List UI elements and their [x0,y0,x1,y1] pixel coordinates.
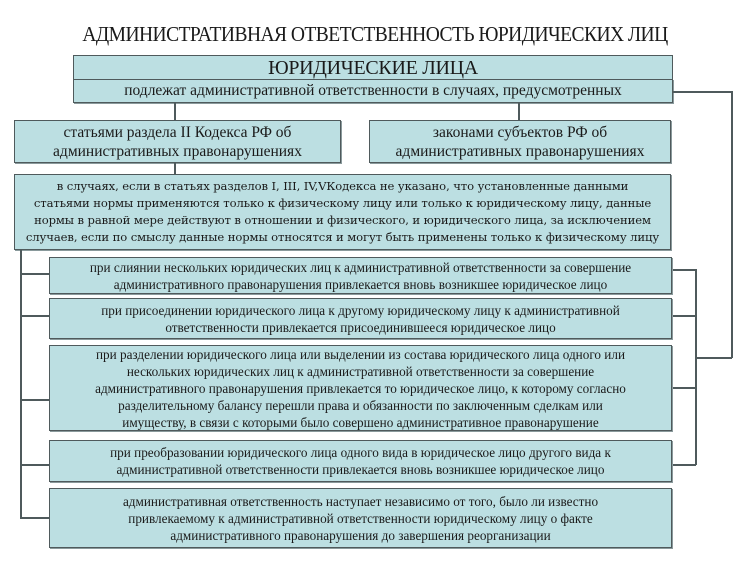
case-independence-line: административного правонарушения до завершения реорганизации [170,527,551,543]
source-regional-line1: законами субъектов РФ об [432,123,608,141]
case-transformation-line: административной ответственности привлекается вновь возникшее юридическое лицо [116,462,605,477]
diagram-title: АДМИНИСТРАТИВНАЯ ОТВЕТСТВЕННОСТЬ ЮРИДИЧЕСКИХ ЛИЦ [82,22,668,46]
connector-header-to-source-left [174,103,176,120]
source-code-line2: административных правонарушениях [53,142,302,160]
case-division-line: имуществу, в связи с которыми было совершено административное правонарушение [122,414,599,430]
connector-right-inner-trunk [695,269,697,465]
connector-header-to-source-right [518,103,520,120]
header-box-subtitle [73,79,673,103]
connector-left-stub-4 [20,464,49,466]
case-box-division [49,345,672,431]
connector-right-stub-2 [672,315,696,317]
case-box-transformation [49,440,672,482]
case-box-merger [49,257,672,294]
case-merger-line: административного правонарушения привлекается вновь возникшее юридическое лицо [113,276,608,292]
connector-right-outer-top [673,91,732,93]
case-box-liability-independence [49,488,672,548]
general-rule-box [14,174,671,250]
case-independence-line: привлекаемому к административной ответственности юридическому лицу о факте [128,510,593,526]
case-accession-line: ответственности привлекается присоединившееся юридическое лицо [165,319,556,335]
connector-right-stub-3 [672,387,696,389]
connector-left-stub-2 [20,315,49,317]
connector-left-stub-5 [20,517,49,519]
connector-right-stub-4 [672,464,696,466]
header-subtitle: подлежат административной ответственности в случаях, предусмотренных [124,82,622,99]
case-merger-line: при слиянии нескольких юридических лиц к административной ответственности за совершение [89,259,632,275]
source-regional-line2: административных правонарушениях [395,142,645,160]
connector-left-trunk [20,250,22,518]
connector-right-stub-1 [672,269,696,271]
case-division-line: нескольких юридических лиц к административной ответственности за совершение [126,363,595,379]
case-division-line: при разделении юридического лица или выделении из состава юридического лица одного или [95,346,626,362]
case-transformation-line: при преобразовании юридического лица одного вида в юридическое лицо другого вида к [110,445,611,460]
general-rule-line: случаев, если по смыслу данные нормы относятся и могут быть применены только к физическому лицу [25,230,660,245]
connector-left-stub-1 [20,273,49,275]
connector-right-outer-trunk [731,91,733,358]
general-rule-line: статьями нормы применяются только к физическому лицу или только к юридическому лицу, данные [33,195,652,210]
source-code-line1: статьями раздела II Кодекса РФ об [63,123,292,141]
header-title: ЮРИДИЧЕСКИЕ ЛИЦА [268,56,478,79]
case-independence-line: административная ответственность наступает независимо от того, было ли известно [122,493,599,509]
case-accession-line: при присоединении юридического лица к другому юридическому лицу к административной [101,302,620,318]
source-box-regional-laws [369,120,671,163]
header-box-title [73,55,673,80]
connector-left-stub-3 [20,399,49,401]
source-box-code [14,120,341,163]
general-rule-line: в случаях, если в статьях разделов I, III, IV,VКодекса не указано, что установленные данными [56,178,629,193]
case-division-line: разделительному балансу перешли права и обязанности по заключенным сделкам или [118,397,603,413]
connector-right-outer-bottom [695,357,732,359]
connector-code-to-general-rule [174,163,176,174]
case-box-accession [49,298,672,339]
case-division-line: административного правонарушения привлекается то юридическое лицо, к которому согласно [95,380,626,396]
general-rule-line: нормы в равной мере действуют в отношении и физического, и юридического лица, за исключением [34,213,651,227]
